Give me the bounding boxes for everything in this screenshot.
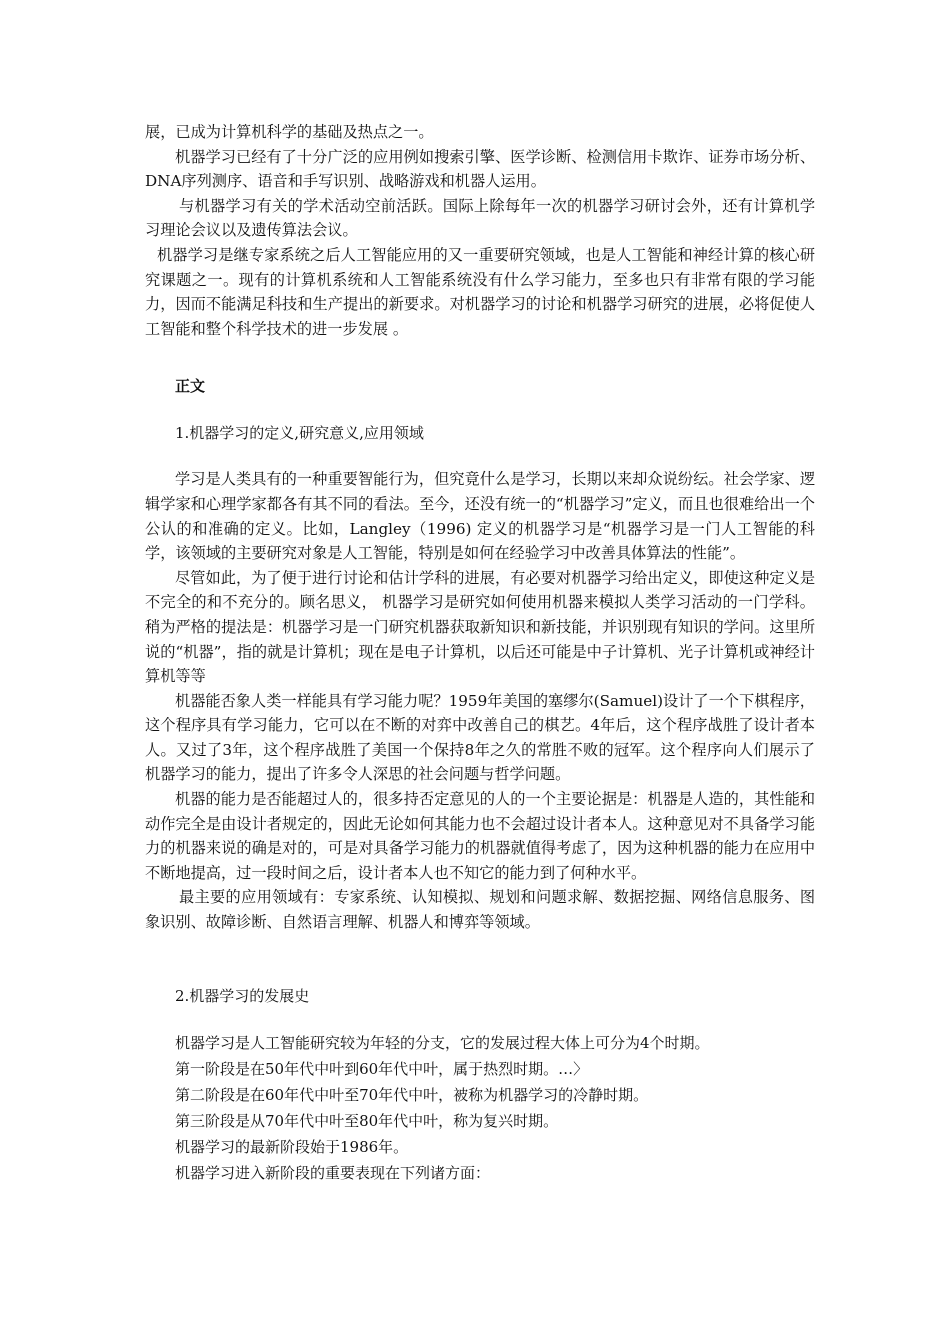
- section1-paragraph-5: 最主要的应用领域有：专家系统、认知模拟、规划和问题求解、数据挖掘、网络信息服务、图象识别、故障诊断、自然语言理解、机器人和博弈等领域。: [145, 888, 815, 932]
- section2-line: 第二阶段是在60年代中叶至70年代中叶，被称为机器学习的冷静时期。: [175, 1085, 649, 1104]
- intro-paragraph-4: 机器学习是继专家系统之后人工智能应用的又一重要研究领域，也是人工智能和神经计算的核心研究课题之一。现有的计算机系统和人工智能系统没有什么学习能力，至多也只有非常有限的学习能力，因而不能满足科技和生产提出的新要求。对机器学习的讨论和机器学习研究的进展，必将促使人工智能和整个科学技术的进一步发展 。: [145, 245, 815, 338]
- section2-list: [145, 1030, 815, 1186]
- section1-paragraph-1: 学习是人类具有的一种重要智能行为，但究竟什么是学习，长期以来却众说纷纭。社会学家、逻辑学家和心理学家都各有其不同的看法。至今，还没有统一的“机器学习”定义，而且也很难给出一个公认的和准确的定义。比如，Langley（1996) 定义的机器学习是“机器学习是一门人工智能的科学，该领域的主要研究对象是人工智能，特别是如何在经验学习中改善具体算法的性能”。: [145, 470, 815, 563]
- section1-paragraph-2: 尽管如此，为了便于进行讨论和估计学科的进展，有必要对机器学习给出定义，即使这种定义是不完全的和不充分的。顾名思义， 机器学习是研究如何使用机器来模拟人类学习活动的一门学科。稍为严格的提法是：机器学习是一门研究机器获取新知识和新技能，并识别现有知识的学问。这里所说的“机器”，指的就是计算机；现在是电子计算机，以后还可能是中子计算机、光子计算机或神经计算机等等: [145, 568, 815, 686]
- intro-paragraph-2: 机器学习已经有了十分广泛的应用例如搜索引擎、医学诊断、检测信用卡欺诈、证券市场分析、DNA序列测序、语音和手写识别、战略游戏和机器人运用。: [145, 147, 815, 191]
- section2-line: 第三阶段是从70年代中叶至80年代中叶，称为复兴时期。: [175, 1111, 559, 1130]
- body-heading: 正文: [175, 377, 206, 396]
- section1-title: 1.机器学习的定义,研究意义,应用领域: [175, 424, 424, 443]
- document-page: [145, 120, 815, 1186]
- section2-line: 机器学习进入新阶段的重要表现在下列诸方面：: [175, 1163, 491, 1182]
- section2-line: 机器学习的最新阶段始于1986年。: [175, 1137, 409, 1156]
- section1-paragraph-3: 机器能否象人类一样能具有学习能力呢？1959年美国的塞缪尔(Samuel)设计了一个下棋程序，这个程序具有学习能力，它可以在不断的对弈中改善自己的棋艺。4年后，这个程序战胜了设计者本人。又过了3年，这个程序战胜了美国一个保持8年之久的常胜不败的冠军。这个程序向人们展示了机器学习的能力，提出了许多令人深思的社会问题与哲学问题。: [145, 691, 815, 784]
- section2-line: 机器学习是人工智能研究较为年轻的分支，它的发展过程大体上可分为4个时期。: [175, 1033, 710, 1052]
- intro-paragraph-3: 与机器学习有关的学术活动空前活跃。国际上除每年一次的机器学习研讨会外，还有计算机学习理论会议以及遗传算法会议。: [145, 196, 815, 240]
- section1-paragraph-4: 机器的能力是否能超过人的，很多持否定意见的人的一个主要论据是：机器是人造的，其性能和动作完全是由设计者规定的，因此无论如何其能力也不会超过设计者本人。这种意见对不具备学习能力的机器来说的确是对的，可是对具备学习能力的机器就值得考虑了，因为这种机器的能力在应用中不断地提高，过一段时间之后，设计者本人也不知它的能力到了何种水平。: [145, 790, 815, 882]
- section2-title: 2.机器学习的发展史: [175, 986, 310, 1005]
- section2-line: 第一阶段是在50年代中叶到60年代中叶，属于热烈时期。…〉: [175, 1059, 589, 1078]
- section1-body: [145, 467, 815, 934]
- intro-paragraph-1: 展，已成为计算机科学的基础及热点之一。: [145, 123, 434, 141]
